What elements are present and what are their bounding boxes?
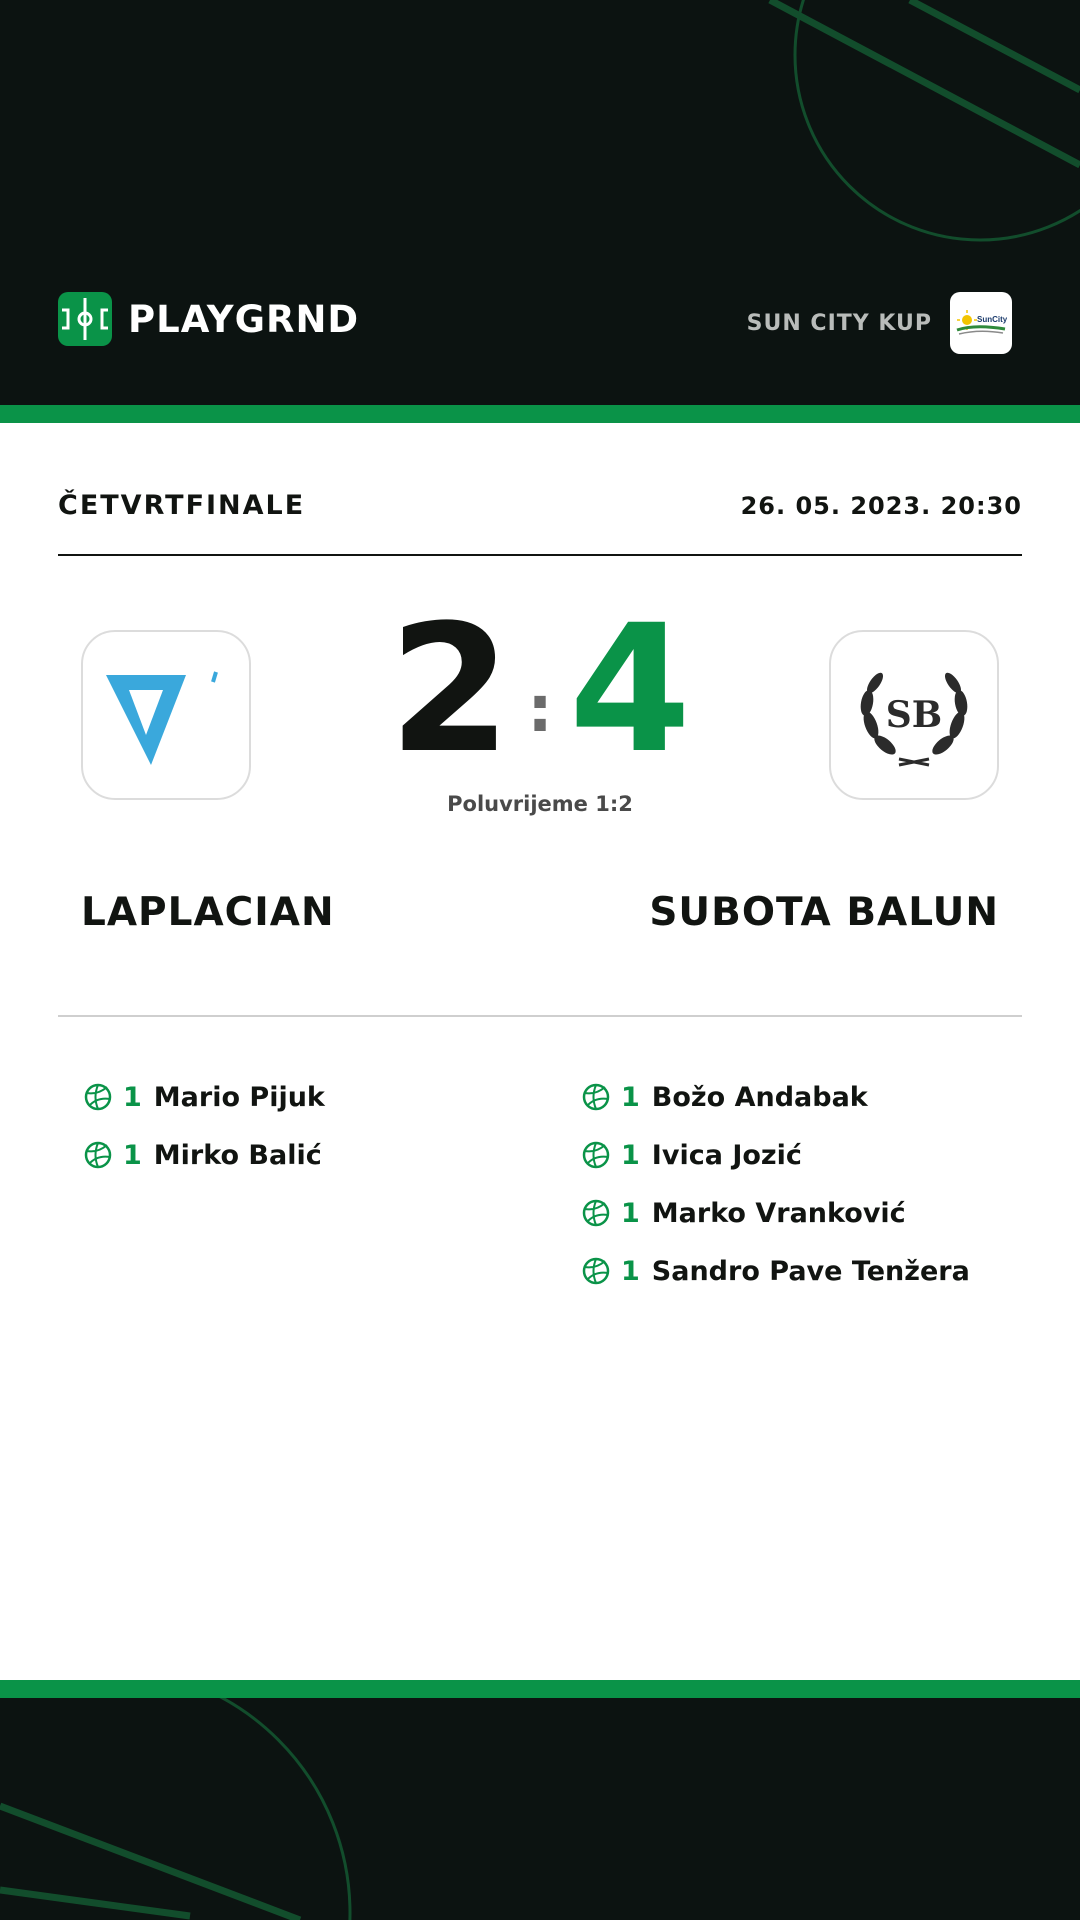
footer: [0, 1698, 1080, 1920]
accent-bar-top: [0, 405, 1080, 423]
svg-text:SunCity: SunCity: [977, 315, 1007, 324]
away-scorers-list: [581, 1068, 970, 1300]
ball-icon: [83, 1082, 113, 1112]
pitch-icon: [58, 292, 112, 346]
player-name: Mario Pijuk: [153, 1081, 325, 1113]
goal-count: 1: [621, 1139, 640, 1171]
halftime-score: Poluvrijeme 1:2: [447, 792, 633, 816]
brand[interactable]: [58, 292, 359, 346]
goal-count: 1: [621, 1197, 640, 1229]
ball-icon: [83, 1140, 113, 1170]
goal-count: 1: [621, 1081, 640, 1113]
svg-text:SB: SB: [885, 694, 943, 736]
scorer-item: [83, 1068, 325, 1126]
brand-name: PLAYGRND: [128, 297, 360, 341]
player-name: Ivica Jozić: [651, 1139, 802, 1171]
player-name: Marko Vranković: [651, 1197, 906, 1229]
goal-count: 1: [123, 1081, 142, 1113]
home-team-logo[interactable]: [81, 630, 251, 800]
match-datetime: 26. 05. 2023. 20:30: [740, 492, 1022, 520]
score-separator: :: [527, 673, 553, 747]
tournament-name: SUN CITY KUP: [746, 310, 932, 336]
away-team-name: SUBOTA BALUN: [649, 890, 999, 935]
scorer-item: [581, 1242, 970, 1300]
player-name: Božo Andabak: [651, 1081, 868, 1113]
home-team-name: LAPLACIAN: [81, 890, 335, 935]
sun-city-logo-icon: [955, 308, 1007, 338]
scorer-item: [581, 1126, 970, 1184]
home-score: 2: [388, 587, 512, 792]
away-score: 4: [568, 587, 692, 792]
home-scorers-list: [83, 1068, 325, 1184]
divider: [58, 1015, 1022, 1017]
header: [0, 0, 1080, 405]
tournament-logo: [950, 292, 1012, 354]
goal-count: 1: [123, 1139, 142, 1171]
laurel-wreath-logo-icon: [849, 655, 979, 775]
goal-count: 1: [621, 1255, 640, 1287]
ball-icon: [581, 1198, 611, 1228]
laplacian-v-logo-icon: [101, 660, 231, 770]
scorer-item: [83, 1126, 325, 1184]
player-name: Mirko Balić: [153, 1139, 322, 1171]
scoreboard: [340, 587, 740, 792]
scorer-item: [581, 1068, 970, 1126]
divider: [58, 554, 1022, 556]
ball-icon: [581, 1140, 611, 1170]
scorer-item: [581, 1184, 970, 1242]
ball-icon: [581, 1082, 611, 1112]
tournament: [747, 292, 1012, 354]
ball-icon: [581, 1256, 611, 1286]
away-team-logo[interactable]: [829, 630, 999, 800]
player-name: Sandro Pave Tenžera: [651, 1255, 970, 1287]
accent-bar-bottom: [0, 1680, 1080, 1698]
pitch-lines-decoration: [0, 1698, 1080, 1920]
round-label: ČETVRTFINALE: [58, 490, 306, 521]
